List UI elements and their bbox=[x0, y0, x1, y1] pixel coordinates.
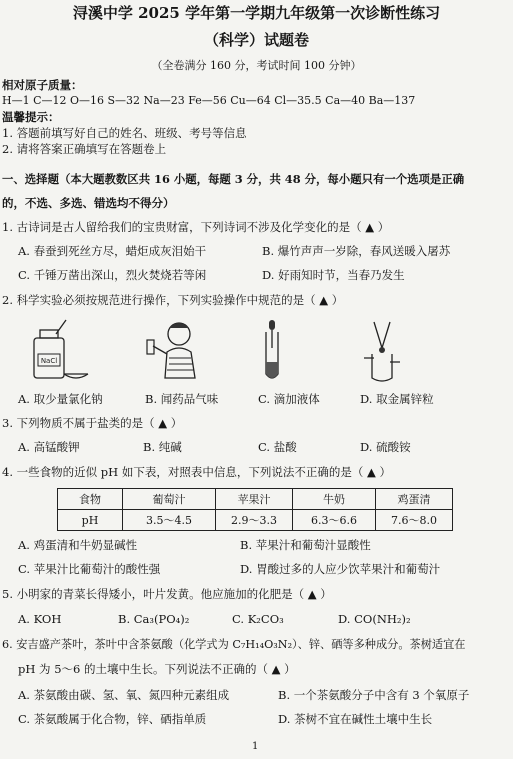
table-header-row bbox=[58, 489, 453, 510]
table-header-cell: 苹果汁 bbox=[216, 489, 293, 510]
table-cell: 3.5～4.5 bbox=[123, 510, 216, 531]
reagent-bottle-figure bbox=[30, 318, 92, 384]
table-header-cell: 牛奶 bbox=[293, 489, 376, 510]
table-header-cell: 葡萄汁 bbox=[123, 489, 216, 510]
q2-option-b: B. 闻药品气味 bbox=[145, 392, 219, 406]
q1-option-b: B. 爆竹声声一岁除，春风送暖入屠苏 bbox=[262, 244, 451, 258]
ph-table bbox=[57, 488, 453, 531]
tips-label: 温馨提示： bbox=[2, 110, 60, 124]
table-row bbox=[58, 510, 453, 531]
q5-option-d: D. CO(NH₂)₂ bbox=[338, 612, 411, 626]
q4-option-a: A. 鸡蛋清和牛奶显碱性 bbox=[18, 538, 138, 552]
atomic-mass-values: H—1 C—12 O—16 S—32 Na—23 Fe—56 Cu—64 Cl—35.5 Ca—40 Ba—137 bbox=[2, 94, 416, 107]
question-5-stem: 5. 小明家的青菜长得矮小，叶片发黄。他应施加的化肥是（ ▲ ） bbox=[2, 587, 332, 601]
table-cell: 2.9～3.3 bbox=[216, 510, 293, 531]
q4-option-d: D. 胃酸过多的人应少饮苹果汁和葡萄汁 bbox=[240, 562, 441, 576]
dropper-test-tube-figure bbox=[258, 318, 288, 384]
q1-option-d: D. 好雨知时节，当春乃发生 bbox=[262, 268, 405, 282]
q5-option-b: B. Ca₃(PO₄)₂ bbox=[118, 612, 190, 626]
table-cell: pH bbox=[58, 510, 123, 531]
question-1-stem: 1. 古诗词是古人留给我们的宝贵财富，下列诗词不涉及化学变化的是（ ▲ ） bbox=[2, 220, 390, 234]
q6-option-a: A. 茶氨酸由碳、氢、氧、氮四种元素组成 bbox=[18, 688, 230, 702]
table-header-cell: 食物 bbox=[58, 489, 123, 510]
zinc-tongs-figure bbox=[360, 318, 404, 384]
q3-option-c: C. 盐酸 bbox=[258, 440, 297, 454]
section-heading: 一、选择题（本大题教数区共 16 小题，每题 3 分，共 48 分，每小题只有一个选项是正确 bbox=[2, 172, 465, 186]
q6-option-b: B. 一个茶氨酸分子中含有 3 个氧原子 bbox=[278, 688, 470, 702]
table-cell: 7.6～8.0 bbox=[376, 510, 453, 531]
q4-option-b: B. 苹果汁和葡萄汁显酸性 bbox=[240, 538, 371, 552]
person-smelling-figure bbox=[145, 318, 205, 384]
table-cell: 6.3～6.6 bbox=[293, 510, 376, 531]
q3-option-a: A. 高锰酸钾 bbox=[18, 440, 80, 454]
q1-option-a: A. 春蚕到死丝方尽，蜡炬成灰泪始干 bbox=[18, 244, 207, 258]
page-number: 1 bbox=[252, 741, 259, 752]
section-heading-cont: 的，不选、多选、错选均不得分） bbox=[2, 196, 175, 210]
score-time-note: （全卷满分 160 分，考试时间 100 分钟） bbox=[151, 59, 362, 72]
q2-option-a: A. 取少量氯化钠 bbox=[18, 392, 103, 406]
q2-option-d: D. 取金属锌粒 bbox=[360, 392, 434, 406]
q5-option-a: A. KOH bbox=[18, 612, 62, 626]
q1-option-c: C. 千锤万凿出深山，烈火焚烧若等闲 bbox=[18, 268, 207, 282]
q3-option-b: B. 纯碱 bbox=[143, 440, 182, 454]
q6-option-c: C. 茶氨酸属于化合物，锌、硒指单质 bbox=[18, 712, 207, 726]
exam-title: 浔溪中学 2025 学年第一学期九年级第一次诊断性练习 bbox=[72, 4, 441, 22]
question-6-stem: 6. 安吉盛产茶叶，茶叶中含茶氨酸（化学式为 C₇H₁₄O₃N₂）、锌、硒等多种成分。茶树适宜在 bbox=[2, 638, 466, 651]
question-6-stem-cont: pH 为 5～6 的土壤中生长。下列说法不正确的（ ▲ ） bbox=[18, 662, 296, 676]
q3-option-d: D. 硫酸铵 bbox=[360, 440, 411, 454]
q4-option-c: C. 苹果汁比葡萄汁的酸性强 bbox=[18, 562, 161, 576]
question-3-stem: 3. 下列物质不属于盐类的是（ ▲ ） bbox=[2, 416, 183, 430]
tip-item: 2. 请将答案正确填写在答题卷上 bbox=[2, 142, 167, 156]
tip-item: 1. 答题前填写好自己的姓名、班级、考号等信息 bbox=[2, 126, 247, 140]
exam-subject-title: （科学）试题卷 bbox=[203, 31, 309, 49]
table-header-cell: 鸡蛋清 bbox=[376, 489, 453, 510]
q5-option-c: C. K₂CO₃ bbox=[232, 612, 284, 626]
q2-option-c: C. 滴加液体 bbox=[258, 392, 320, 406]
nacl-label: NaCl bbox=[40, 357, 58, 365]
q6-option-d: D. 茶树不宜在碱性土壤中生长 bbox=[278, 712, 433, 726]
question-2-stem: 2. 科学实验必须按规范进行操作，下列实验操作中规范的是（ ▲ ） bbox=[2, 293, 344, 307]
question-4-stem: 4. 一些食物的近似 pH 如下表，对照表中信息，下列说法不正确的是（ ▲ ） bbox=[2, 465, 391, 479]
atomic-mass-label: 相对原子质量： bbox=[2, 78, 83, 92]
